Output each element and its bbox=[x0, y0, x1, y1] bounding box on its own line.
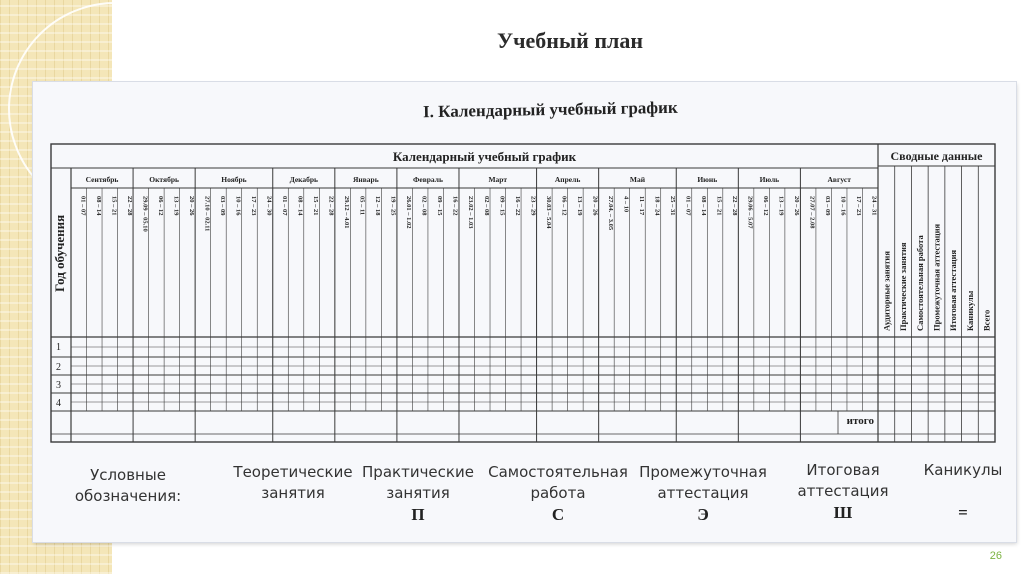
month-label: Август bbox=[827, 175, 851, 184]
month-label: Ноябрь bbox=[221, 175, 247, 184]
week-label: 27.10 – 02.11 bbox=[203, 196, 211, 232]
week-label: 06 – 12 bbox=[560, 196, 568, 216]
week-label: 18 – 24 bbox=[653, 196, 661, 216]
week-label: 01 – 07 bbox=[684, 196, 692, 216]
week-label: 29.12 – 4.01 bbox=[343, 196, 351, 229]
week-label: 10 – 16 bbox=[234, 196, 242, 216]
month-label: Июль bbox=[759, 175, 780, 184]
week-label: 05 – 11 bbox=[358, 196, 366, 216]
legend-symbol: П bbox=[411, 505, 425, 524]
month-label: Январь bbox=[353, 175, 379, 184]
legend-title-line2: обозначения: bbox=[74, 487, 182, 505]
summary-column-label: Итоговая аттестация bbox=[948, 249, 959, 331]
week-label: 22 – 28 bbox=[731, 196, 739, 216]
legend-item-label: работа bbox=[530, 484, 586, 502]
month-label: Март bbox=[488, 175, 508, 184]
week-label: 27.04. – 3.05 bbox=[606, 196, 614, 231]
week-label: 08 – 14 bbox=[296, 196, 304, 216]
legend-item-label: аттестация bbox=[657, 484, 749, 502]
year-row-label: 1 bbox=[56, 342, 61, 353]
summary-column-label: Всего bbox=[981, 309, 992, 331]
week-label: 15 – 21 bbox=[715, 196, 723, 216]
legend-item bbox=[633, 462, 773, 525]
week-label: 27.07 – 2.08 bbox=[808, 196, 816, 229]
total-label: итого bbox=[846, 415, 874, 427]
legend-item bbox=[358, 462, 478, 525]
week-label: 20 – 26 bbox=[793, 196, 801, 216]
schedule-table bbox=[33, 82, 1016, 462]
legend-item-label: занятия bbox=[261, 484, 325, 502]
week-label: 01 – 07 bbox=[79, 196, 87, 216]
legend bbox=[68, 462, 1008, 532]
legend-title bbox=[68, 465, 188, 507]
page-number: 26 bbox=[989, 550, 1002, 562]
legend-item bbox=[788, 460, 898, 523]
month-label: Декабрь bbox=[289, 175, 319, 184]
week-label: 20 – 26 bbox=[187, 196, 195, 216]
month-label: Октябрь bbox=[149, 175, 179, 184]
slide-title: Учебный план bbox=[496, 28, 644, 53]
legend-item-label: Каникулы bbox=[923, 461, 1003, 479]
week-label: 06 – 12 bbox=[156, 196, 164, 216]
legend-item-label: занятия bbox=[386, 484, 450, 502]
week-label: 03 – 09 bbox=[218, 196, 226, 216]
week-label: 29.06 – 5.07 bbox=[746, 196, 754, 229]
legend-symbol: = bbox=[958, 503, 968, 522]
week-label: 23.02 – 1.03 bbox=[467, 196, 475, 229]
week-label: 02 – 08 bbox=[482, 196, 490, 216]
summary-column-label: Каникулы bbox=[964, 290, 975, 331]
week-label: 13 – 19 bbox=[777, 196, 785, 216]
week-label: 08 – 14 bbox=[94, 196, 102, 216]
legend-item-label bbox=[918, 481, 1008, 502]
week-label: 16 – 22 bbox=[451, 196, 459, 216]
legend-symbol bbox=[223, 504, 363, 525]
week-label: 16 – 22 bbox=[513, 196, 521, 216]
week-label: 02 – 08 bbox=[420, 196, 428, 216]
legend-symbol: С bbox=[551, 505, 565, 524]
month-label: Сентябрь bbox=[85, 175, 119, 184]
legend-symbol: Ш bbox=[833, 503, 853, 522]
week-label: 22 – 28 bbox=[125, 196, 133, 216]
legend-item-label: Итоговая bbox=[806, 461, 880, 479]
legend-item-label: Практические bbox=[362, 463, 474, 481]
week-label: 15 – 21 bbox=[110, 196, 118, 216]
week-label: 24 – 30 bbox=[265, 196, 273, 216]
month-label: Июнь bbox=[697, 175, 718, 184]
legend-title-line1: Условные bbox=[90, 466, 166, 484]
week-label: 11 – 17 bbox=[637, 196, 645, 216]
week-label: 08 – 14 bbox=[700, 196, 708, 216]
document-heading: I. Календарный учебный график bbox=[422, 97, 678, 122]
week-label: 12 – 18 bbox=[374, 196, 382, 216]
week-label: 01 – 07 bbox=[281, 196, 289, 216]
week-label: 09 – 15 bbox=[498, 196, 506, 216]
legend-item-label: аттестация bbox=[797, 482, 889, 500]
month-label: Май bbox=[629, 175, 646, 184]
summary-column-label: Самостоятельная работа bbox=[914, 235, 925, 331]
legend-item bbox=[488, 462, 628, 525]
table-title: Календарный учебный график bbox=[392, 149, 577, 164]
week-label: 15 – 21 bbox=[312, 196, 320, 216]
legend-item bbox=[223, 462, 363, 525]
week-label: 22 – 28 bbox=[327, 196, 335, 216]
legend-symbol: Э bbox=[697, 505, 709, 524]
year-row-label: 4 bbox=[56, 398, 61, 409]
week-label: 20 – 26 bbox=[591, 196, 599, 216]
week-label: 17 – 23 bbox=[249, 196, 257, 216]
week-label: 09 – 15 bbox=[436, 196, 444, 216]
year-column-header: Год обучения bbox=[52, 214, 67, 292]
week-label: 13 – 19 bbox=[575, 196, 583, 216]
summary-column-label: Аудиторные занятия bbox=[881, 251, 892, 331]
week-label: 26.01 – 1.02 bbox=[405, 196, 413, 229]
week-label: 03 – 09 bbox=[824, 196, 832, 216]
summary-column-label: Практические занятия bbox=[898, 242, 909, 331]
summary-column-label: Промежуточная аттестация bbox=[931, 223, 942, 331]
week-label: 29.09 – 05.10 bbox=[141, 196, 149, 232]
month-label: Апрель bbox=[554, 175, 581, 184]
week-label: 25 – 31 bbox=[668, 196, 676, 216]
summary-title: Сводные данные bbox=[890, 149, 983, 163]
scanned-document bbox=[33, 82, 1016, 542]
legend-item bbox=[918, 460, 1008, 523]
year-row-label: 3 bbox=[56, 380, 61, 391]
week-label: 17 – 23 bbox=[855, 196, 863, 216]
month-label: Февраль bbox=[412, 175, 443, 184]
year-row-label: 2 bbox=[56, 362, 61, 373]
week-label: 13 – 19 bbox=[172, 196, 180, 216]
week-label: 06 – 12 bbox=[762, 196, 770, 216]
table-frame bbox=[51, 144, 995, 442]
legend-item-label: Теоретические bbox=[233, 463, 353, 481]
legend-item-label: Промежуточная bbox=[639, 463, 767, 481]
week-label: 24 – 31 bbox=[870, 196, 878, 216]
week-label: 23 – 29 bbox=[529, 196, 537, 216]
week-label: 19 – 25 bbox=[389, 196, 397, 216]
week-label: 10 – 16 bbox=[839, 196, 847, 216]
week-label: 4 – 10 bbox=[622, 196, 630, 213]
legend-item-label: Самостоятельная bbox=[488, 463, 628, 481]
week-label: 30.03 – 5.04 bbox=[544, 196, 552, 229]
